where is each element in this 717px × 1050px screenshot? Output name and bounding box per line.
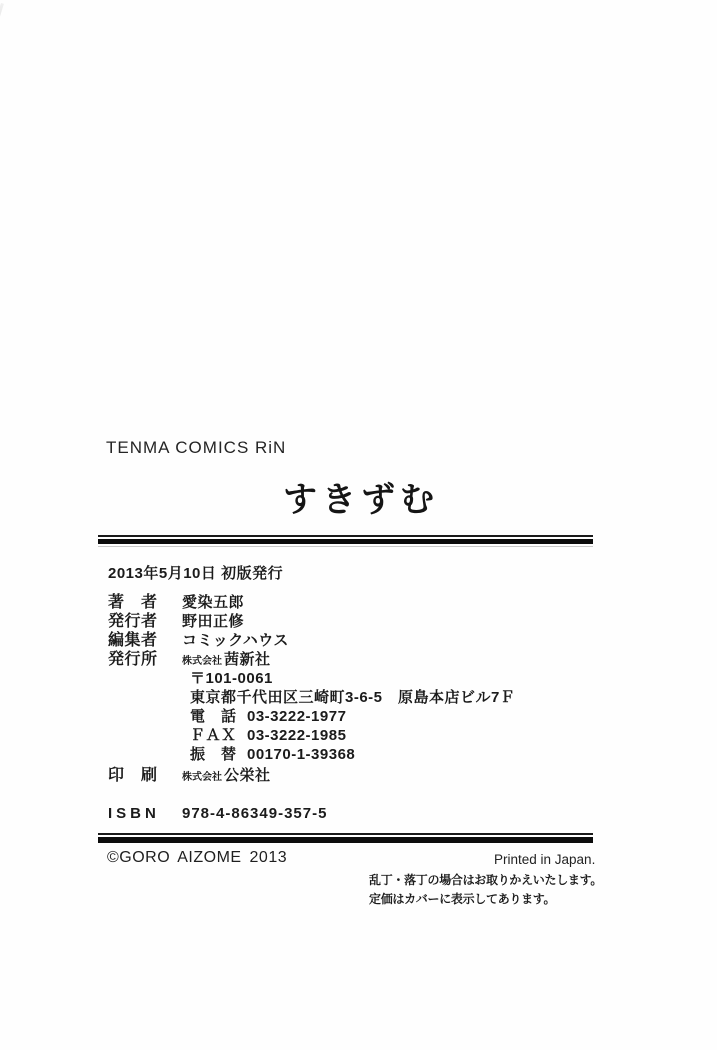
transfer-label: 振 替 [190,746,237,763]
company-prefix: 株式会社 [182,656,222,667]
fax-label: ＦＡＸ [190,727,237,744]
publishing-house-name: 茜新社 [224,651,271,668]
transfer-number: 00170-1-39368 [247,746,356,763]
printer-row [108,766,628,785]
author-row [108,593,628,612]
postal-code: 〒101-0061 [190,670,273,687]
scan-artifact [0,3,4,46]
printed-in-japan: Printed in Japan. [494,852,596,867]
divider-top-ghost-line [98,546,593,547]
fax-row [108,726,628,745]
transfer-row [108,745,628,764]
isbn-number: 978-4-86349-357-5 [182,805,328,822]
footer-notes [369,871,602,909]
printer-company-prefix: 株式会社 [182,772,222,783]
divider-bottom-thick-line [98,837,593,843]
colophon-block [108,564,628,823]
phone-label: 電 話 [190,708,237,725]
address: 東京都千代田区三崎町3-6-5 原島本店ビル7Ｆ [190,689,516,706]
divider-top-thick-line [98,539,593,544]
author-name: 愛染五郎 [182,594,245,611]
divider-bottom [98,833,593,843]
editor-label: 編集者 [108,632,158,649]
divider-top-thin-line [98,535,593,537]
publisher-name: 野田正修 [182,613,245,630]
printer-name: 公栄社 [224,767,271,784]
isbn-label: ISBN [108,805,160,822]
fax-number: 03-3222-1985 [247,727,347,744]
printer-label: 印 刷 [108,767,158,784]
divider-bottom-thin-line [98,833,593,835]
editor-row [108,631,628,650]
phone-number: 03-3222-1977 [247,708,347,725]
phone-row [108,707,628,726]
author-label: 著 者 [108,594,158,611]
publisher-row [108,612,628,631]
isbn-row [108,804,628,823]
publisher-label: 発行者 [108,613,158,630]
edition-date: 2013年5月10日 初版発行 [108,565,284,582]
defect-exchange-note: 乱丁・落丁の場合はお取りかえいたします。 [369,873,603,887]
publishing-house-label: 発行所 [108,651,158,668]
publishing-house-row [108,650,628,669]
price-on-cover-note: 定価はカバーに表示してあります。 [369,892,556,906]
book-title: すきずむ [283,481,439,519]
series-label: TENMA COMICS RiN [106,438,287,457]
copyright-notice: ©GORO AIZOME 2013 [107,849,288,866]
divider-top [98,535,593,547]
editor-name: コミックハウス [182,632,289,649]
